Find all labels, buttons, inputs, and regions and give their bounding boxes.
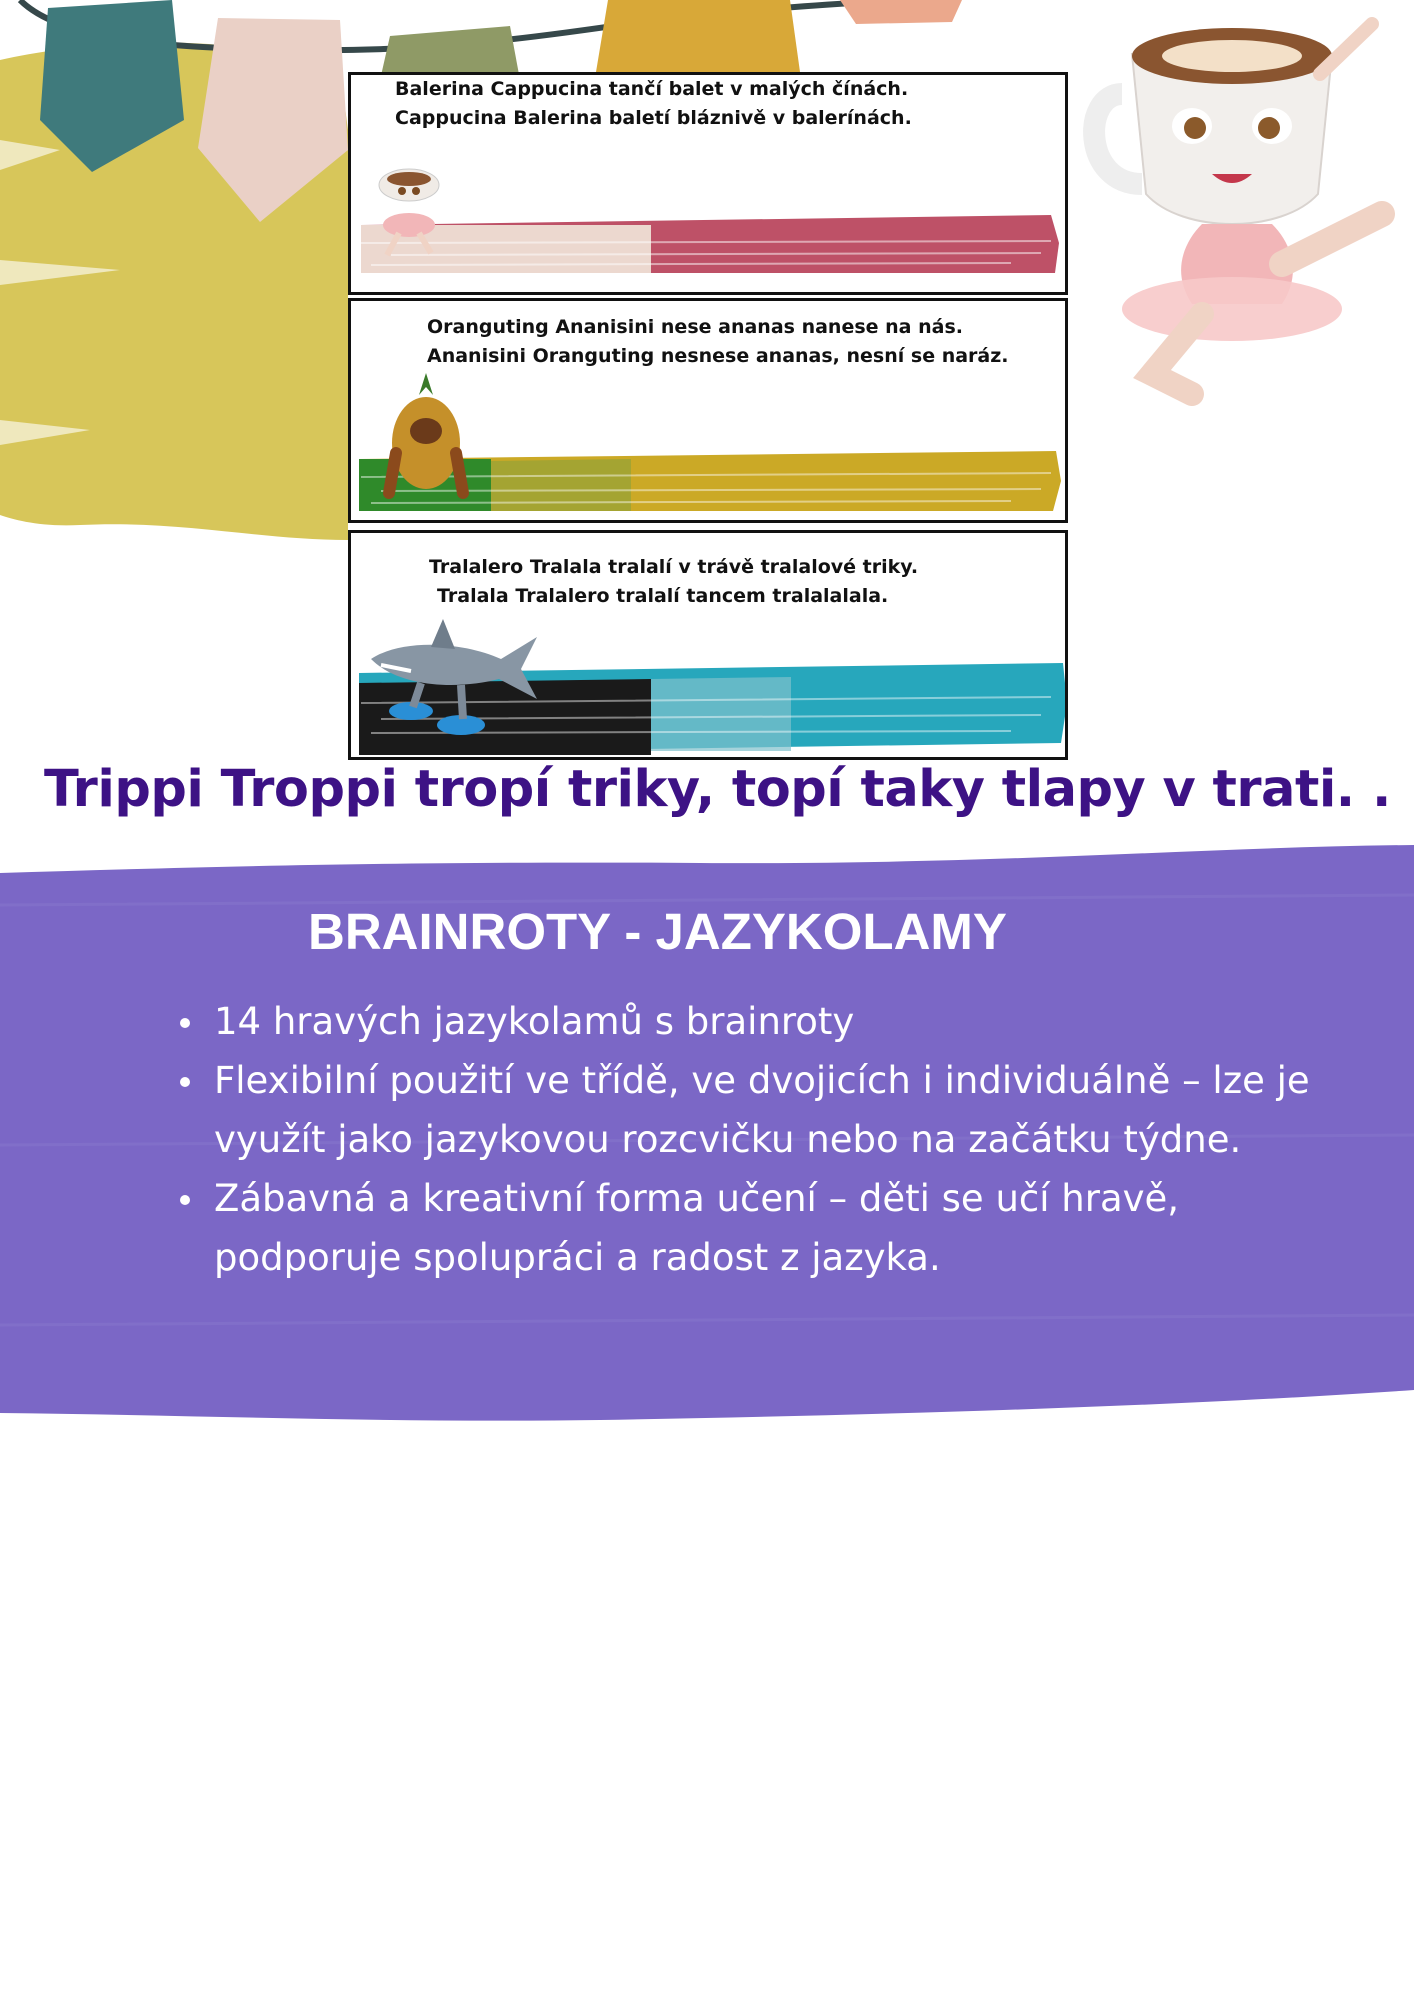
flag-mustard (596, 0, 800, 72)
ballerina-cup-icon (369, 163, 449, 263)
card-2-line-2: Ananisini Oranguting nesnese ananas, nesní se naráz. (427, 345, 1009, 367)
card-3-line-1: Tralalero Tralala tralalí v trávě tralalové triky. (429, 556, 919, 578)
list-item (178, 1051, 1328, 1169)
card-3-text (429, 553, 918, 611)
tongue-twister-card-1 (348, 72, 1068, 295)
tongue-twister-card-2 (348, 298, 1068, 523)
card-1-line-1: Balerina Cappucina tančí balet v malých čínách. (395, 78, 909, 100)
card-3-line-2: Tralala Tralalero tralalí tancem tralalalala. (437, 585, 889, 607)
list-item-text: Zábavná a kreativní forma učení – děti se učí hravě, podporuje spolupráci a radost z jazyka. (214, 1177, 1180, 1279)
card-2-text (427, 313, 1009, 371)
list-item-text: 14 hravých jazykolamů s brainroty (214, 1000, 855, 1043)
orangutan-pineapple-icon (381, 373, 471, 503)
card-1-line-2: Cappucina Balerina baletí bláznivě v balerínách. (395, 107, 912, 129)
list-item (178, 992, 1328, 1051)
card-2-line-1: Oranguting Ananisini nese ananas nanese na nás. (427, 316, 963, 338)
bullet-icon (180, 1077, 190, 1087)
feature-list (178, 992, 1328, 1287)
list-item (178, 1169, 1328, 1287)
headline: Trippi Troppi tropí triky, topí taky tlapy v trati. . (44, 760, 1391, 819)
list-item-text: Flexibilní použití ve třídě, ve dvojicích i individuálně – lze je využít jako jazykovou rozcvičku nebo na začátku týdne. (214, 1059, 1310, 1161)
flag-salmon (840, 0, 962, 24)
bullet-icon (180, 1018, 190, 1028)
section-title: BRAINROTY - JAZYKOLAMY (308, 903, 1007, 960)
ballerina-cup-character-icon (1082, 14, 1414, 414)
bullet-icon (180, 1195, 190, 1205)
tongue-twister-card-3 (348, 530, 1068, 760)
card-1-text (395, 75, 912, 133)
shark-sneakers-icon (371, 619, 541, 739)
